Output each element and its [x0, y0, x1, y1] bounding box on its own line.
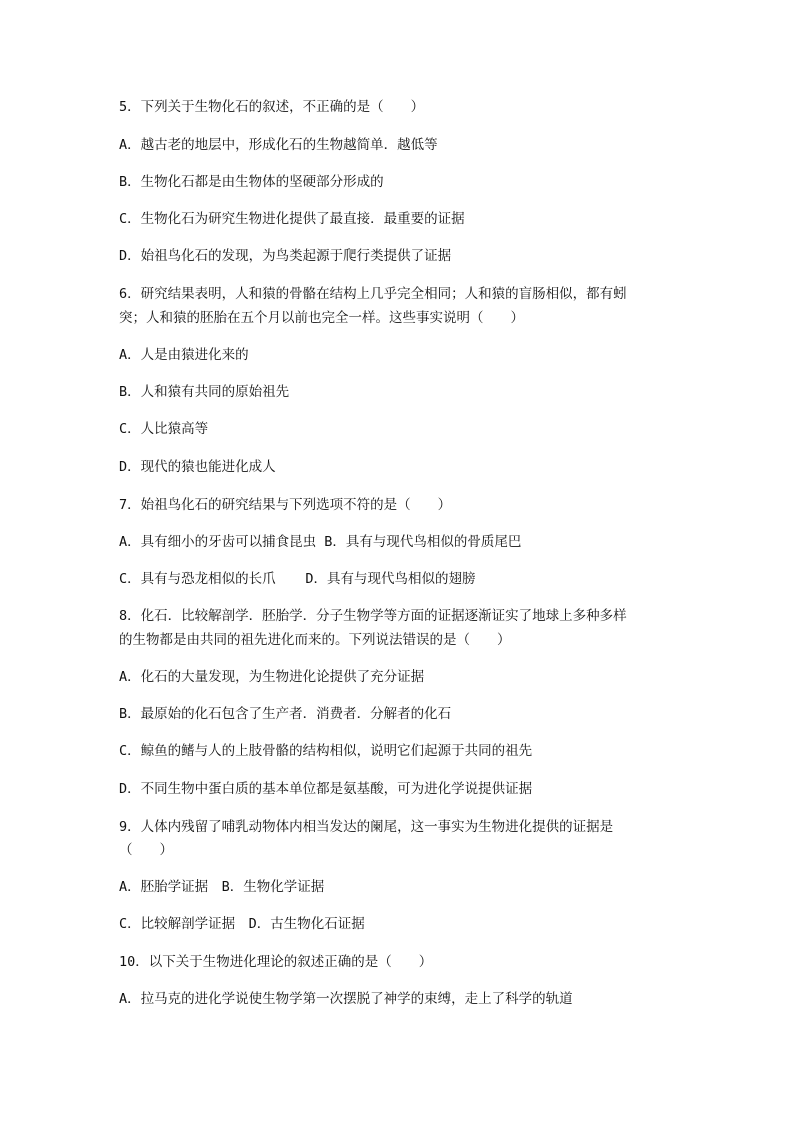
question-stem: 9．人体内残留了哺乳动物体内相当发达的阑尾，这一事实为生物进化提供的证据是 — [119, 819, 614, 835]
option-a: A．人是由猿进化来的 — [119, 347, 249, 363]
question-stem: 10．以下关于生物进化理论的叙述正确的是（ ） — [119, 954, 433, 970]
option-c: C．人比猿高等 — [119, 421, 209, 437]
option-d: D．现代的猿也能进化成人 — [119, 459, 276, 475]
option-b: B．人和猿有共同的原始祖先 — [119, 384, 290, 400]
option-b: B．生物化石都是由生物体的坚硬部分形成的 — [119, 174, 384, 190]
question-stem: 5．下列关于生物化石的叙述，不正确的是（ ） — [119, 99, 425, 115]
question-stem-continued: 突；人和猿的胚胎在五个月以前也完全一样。这些事实说明（ ） — [119, 310, 524, 326]
question-stem-continued: （ ） — [119, 842, 173, 858]
option-a: A．越古老的地层中，形成化石的生物越简单．越低等 — [119, 137, 438, 153]
option-c: C．生物化石为研究生物进化提供了最直接．最重要的证据 — [119, 211, 465, 227]
question-stem: 6．研究结果表明，人和猿的骨骼在结构上几乎完全相同；人和猿的盲肠相似，都有蚓 — [119, 286, 627, 302]
option-a: A．拉马克的进化学说使生物学第一次摆脱了神学的束缚，走上了科学的轨道 — [119, 991, 573, 1007]
option-c-d: C．具有与恐龙相似的长爪 D．具有与现代鸟相似的翅膀 — [119, 571, 476, 587]
question-stem: 8．化石．比较解剖学．胚胎学．分子生物学等方面的证据逐渐证实了地球上多种多样 — [119, 608, 627, 624]
option-a-b: A．胚胎学证据 B．生物化学证据 — [119, 879, 325, 895]
option-c: C．鲸鱼的鳍与人的上肢骨骼的结构相似，说明它们起源于共同的祖先 — [119, 743, 533, 759]
option-d: D．不同生物中蛋白质的基本单位都是氨基酸，可为进化学说提供证据 — [119, 781, 533, 797]
option-a-b: A．具有细小的牙齿可以捕食昆虫 B．具有与现代鸟相似的骨质尾巴 — [119, 534, 522, 550]
option-d: D．始祖鸟化石的发现，为鸟类起源于爬行类提供了证据 — [119, 248, 452, 264]
option-b: B．最原始的化石包含了生产者．消费者．分解者的化石 — [119, 706, 452, 722]
option-a: A．化石的大量发现，为生物进化论提供了充分证据 — [119, 669, 425, 685]
question-stem: 7．始祖鸟化石的研究结果与下列选项不符的是（ ） — [119, 497, 452, 513]
question-stem-continued: 的生物都是由共同的祖先进化而来的。下列说法错误的是（ ） — [119, 632, 511, 648]
option-c-d: C．比较解剖学证据 D．古生物化石证据 — [119, 916, 365, 932]
